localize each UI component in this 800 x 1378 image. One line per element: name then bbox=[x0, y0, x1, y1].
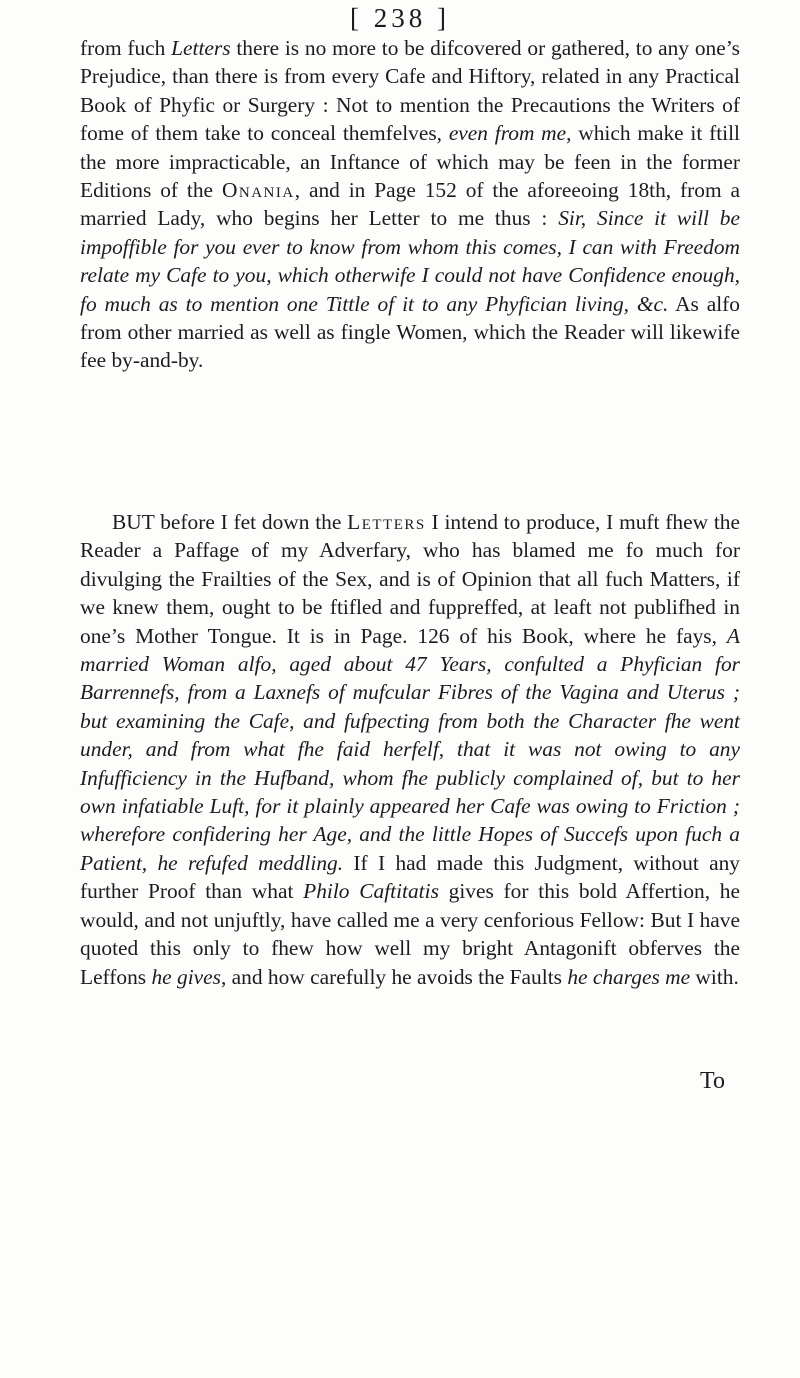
paragraph-1 bbox=[80, 34, 740, 375]
paragraph-2-text-5: , and how carefully he avoids the Faults bbox=[220, 964, 568, 989]
paragraph-2-italic-he-charges-me: he charges me bbox=[567, 964, 691, 989]
paragraph-2-text-4: gives for this bold Affertion, he would, and not unjuftly, have called me a very cenforious Fellow: But I have quoted this only to fhew how well my bright Antagonift obferves the Leffons bbox=[80, 879, 740, 989]
paragraph-1-quoted-letter: Sir, Since it will be impoffible for you ever to know from whom this comes, I can with Freedom relate my Cafe to you, which otherwife I could not have Confidence enough, fo much as to mention one Tittle of it to any Phyfician living, &c. bbox=[80, 206, 740, 316]
paragraph-1-text-2: there is no more to be difcovered or gathered, to any one’s Prejudice, than there is from every Cafe and Hiftory, related in any Practical Book of Phyfic or Surgery : Not to mention the Precautions the Writers of fome of them take to conceal themfelves, bbox=[80, 36, 740, 146]
paragraph-2-text-6: with. bbox=[690, 964, 739, 989]
catchword: To bbox=[700, 1068, 725, 1094]
page-number: [ 238 ] bbox=[350, 3, 450, 33]
paragraph-1-text-1: from fuch bbox=[80, 36, 172, 60]
paragraph-1-italic-even-from-me: even from me bbox=[448, 121, 567, 146]
paragraph-2-text-2: I intend to produce, I muft fhew the Reader a Paffage of my Adverfary, who has blamed me fo much for divulging the Frailties of the Sex, and is of Opinion that all fuch Matters, if we knew them, ought to be ftifled and fuppreffed, at leaft not publifhed in one’s Mother Tongue. It is in Page. 126 of his Book, where he fays, bbox=[80, 510, 740, 648]
paragraph-2-text-3: If I had made this Judgment, without any further Proof than what bbox=[80, 850, 740, 904]
paragraph-2-quoted-passage: A married Woman alfo, aged about 47 Years, confulted a Phyfician for Barrennefs, from a Laxnefs of mufcular Fibres of the Vagina and Uterus ; but examining the Cafe, and fufpecting from both the Character fhe went under, and from what fhe faid herfelf, that it was not owing to any Infufficiency in the Hufband, whom fhe publicly complained of, but to her own infatiable Luft, for it plainly appeared her Cafe was owing to Friction ; wherefore confidering her Age, and the little Hopes of Succefs upon fuch a Patient, he refufed meddling. bbox=[80, 623, 740, 875]
paragraph-1-onania-title: Onania bbox=[221, 178, 295, 203]
paragraph-2 bbox=[80, 508, 740, 991]
paragraph-2-italic-he-gives: he gives bbox=[151, 964, 221, 989]
paragraph-1-text-4: , and in Page 152 of the aforeeoing 18th, from a married Lady, who begins her Letter to me thus : bbox=[80, 178, 740, 231]
paragraph-2-smallcaps-letters: Letters bbox=[347, 510, 426, 534]
paragraph-1-text-5: As alfo from other married as well as fingle Women, which the Reader will likewife fee by-and-by. bbox=[80, 291, 740, 373]
paragraph-2-text-1: BUT before I fet down the bbox=[112, 510, 348, 534]
paragraph-1-text-3: , which make it ftill the more impracticable, an Inftance of which may be feen in the former Editions of the bbox=[80, 121, 740, 203]
paragraph-1-italic-letters: Letters bbox=[171, 36, 231, 60]
paragraph-2-italic-philo-castitatis: Philo Caftitatis bbox=[303, 879, 439, 904]
